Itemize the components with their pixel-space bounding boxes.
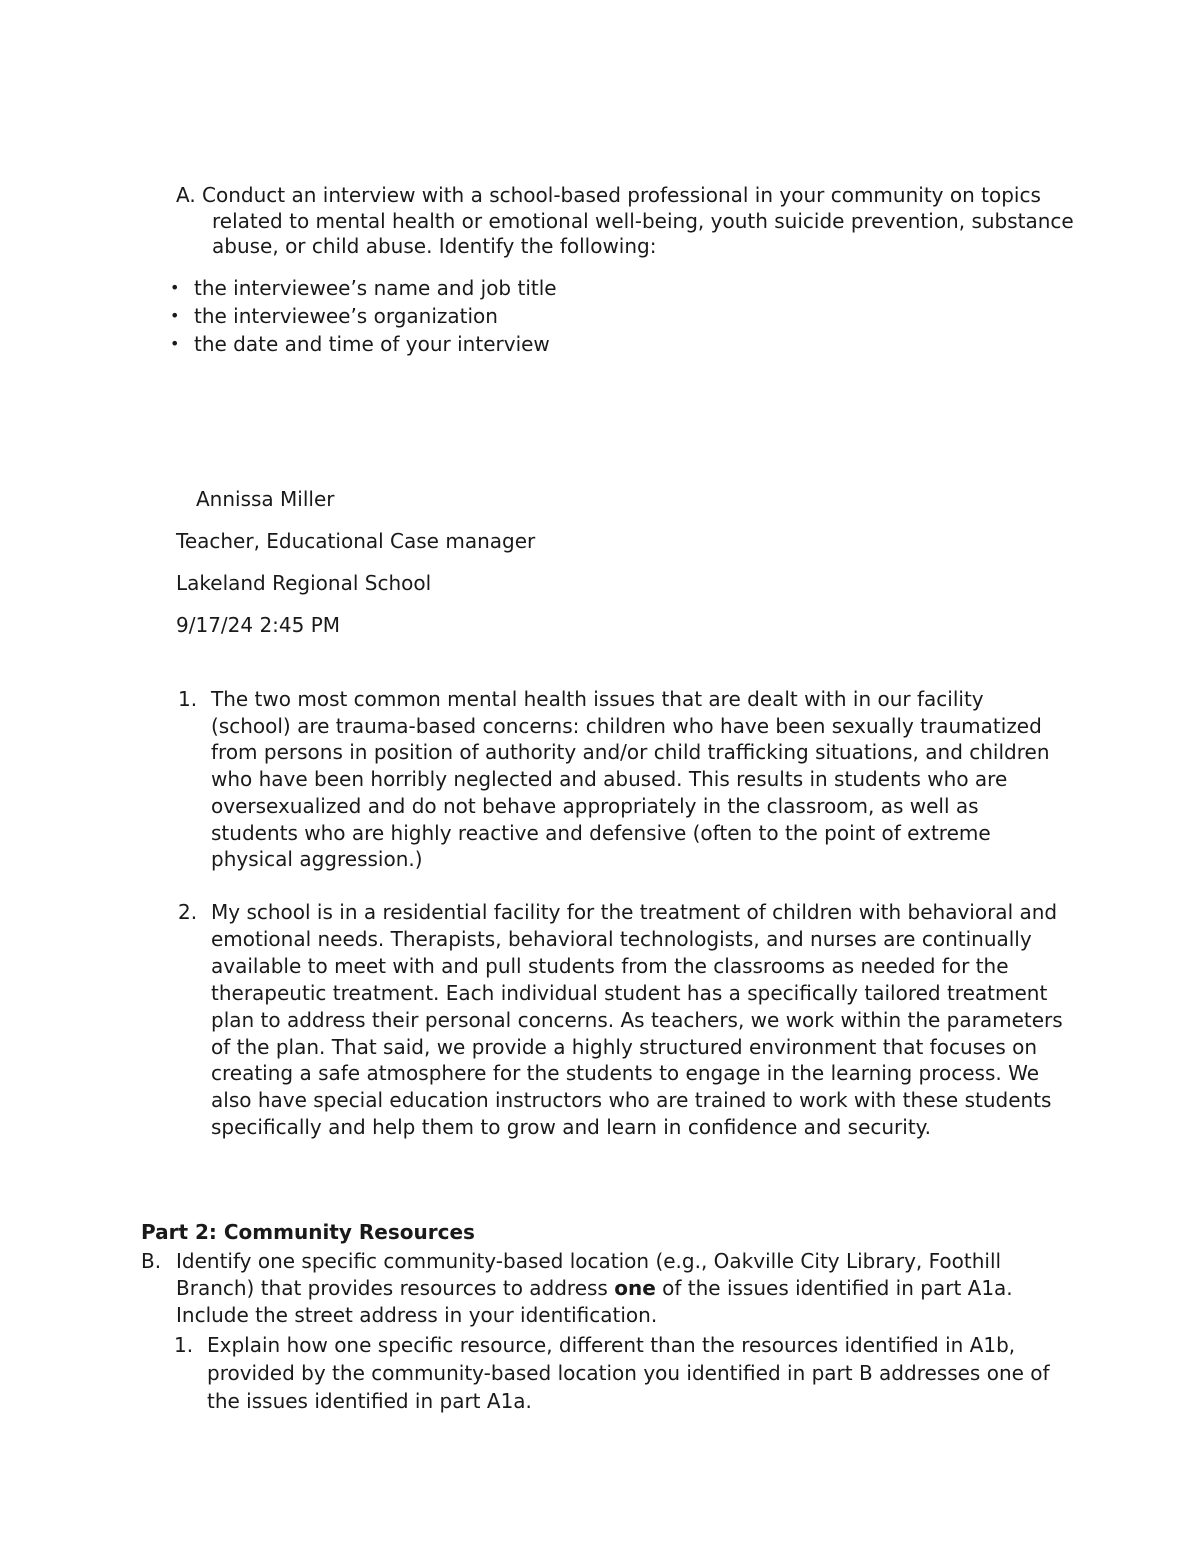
section-b-marker: B. (141, 1249, 162, 1273)
part-2-heading: Part 2: Community Resources (141, 1220, 475, 1244)
interviewee-title: Teacher, Educational Case manager (176, 529, 536, 553)
interviewee-name: Annissa Miller (196, 487, 335, 511)
section-b-text-end: of the issues identified in part A1a. Include the street address in your identification. (176, 1276, 1013, 1327)
section-a-marker: A. (176, 183, 196, 207)
section-b-text-start: Identify one specific community-based location (e.g., Oakville City Library, Foothill Branch) that provides resources to address (176, 1249, 1002, 1300)
interviewee-organization: Lakeland Regional School (176, 571, 432, 595)
section-b-text (176, 1248, 1056, 1329)
section-b-text-bold: one (614, 1276, 656, 1300)
section-b-1-marker: 1. (174, 1333, 194, 1357)
interview-datetime: 9/17/24 2:45 PM (176, 613, 341, 637)
answer-1-text: The two most common mental health issues that are dealt with in our facility (school) are trauma-based concerns: children who have been sexually traumatized from persons in position of authority and/or child trafficking situations, and children who have been horribly neglected and abused. This results in students who are oversexualized and do not behave appropriately in the classroom, as well as students who are highly reactive and defensive (often to the point of extreme physical aggression.) (211, 687, 1050, 872)
answer-2-text: My school is in a residential facility for the treatment of children with behavioral and emotional needs. Therapists, behavioral technologists, and nurses are continually available to meet with and pull students from the classrooms as needed for the therapeutic treatment. Each individual student has a specifically tailored treatment plan to address their personal concerns. As teachers, we work within the parameters of the plan. That said, we provide a highly structured environment that focuses on creating a safe atmosphere for the students to engage in the learning process. We also have special education instructors who are trained to work with these students specifically and help them to grow and learn in confidence and security. (211, 900, 1063, 1140)
list-item: • the interviewee’s name and job title (170, 274, 557, 302)
list-item: • the date and time of your interview (170, 330, 557, 358)
list-item: • the interviewee’s organization (170, 302, 557, 330)
section-a-text: Conduct an interview with a school-based professional in your community on topics related to mental health or emotional well-being, youth suicide prevention, substance abuse, or child abuse. Identify the following: (202, 183, 1074, 258)
answer-2-marker: 2. (178, 900, 198, 924)
section-b-1-text: Explain how one specific resource, different than the resources identified in A1b, provided by the community-based location you identified in part B addresses one of the issues identified in part A1a. (207, 1333, 1050, 1413)
requirements-list (170, 274, 557, 358)
section-a-prompt (176, 183, 1076, 260)
answer-1-marker: 1. (178, 687, 198, 711)
